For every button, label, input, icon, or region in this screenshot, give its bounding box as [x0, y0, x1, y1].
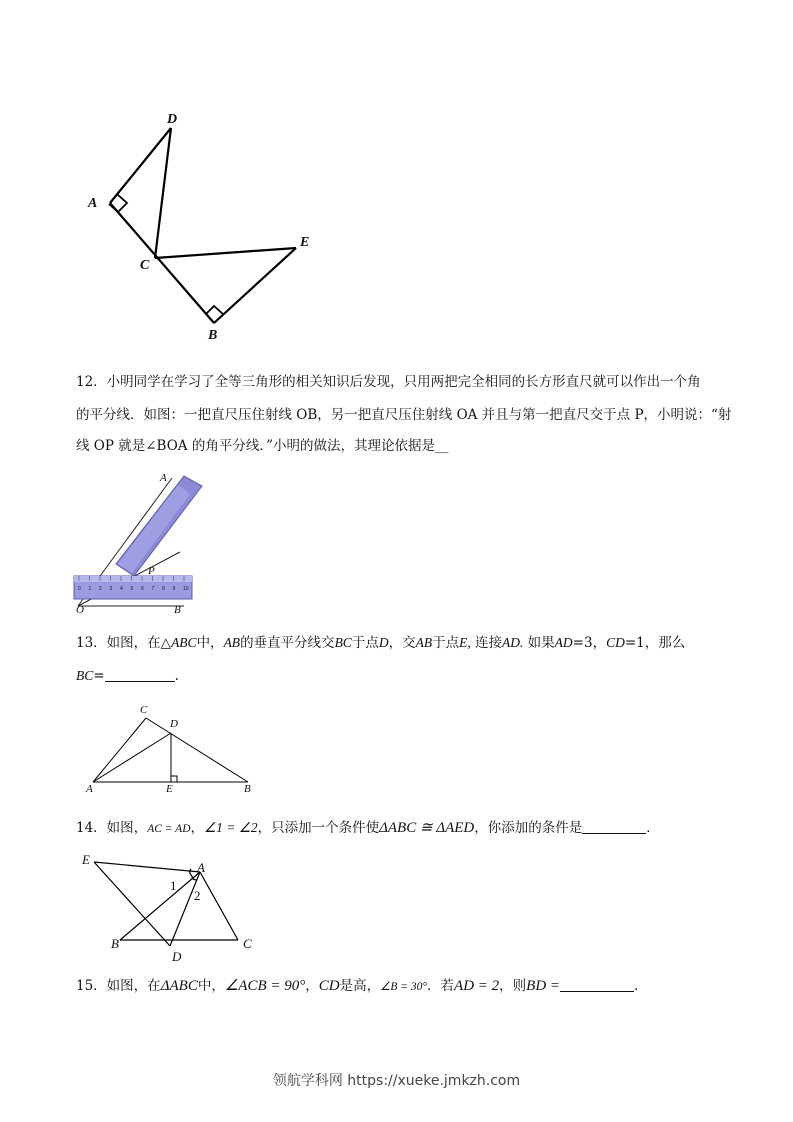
ruler-tick-label: 9: [172, 586, 176, 592]
label-E: E: [300, 235, 310, 250]
ruler-tick-label: 2: [99, 586, 102, 592]
slanted-ruler: [116, 476, 202, 576]
q13-d: D: [378, 635, 389, 650]
label-E-q13: E: [166, 783, 173, 795]
q13-bc: BC: [334, 635, 352, 650]
label-E-q14: E: [82, 852, 90, 867]
answer-blank-13[interactable]: [105, 667, 175, 682]
ruler-tick-label: 4: [120, 586, 123, 592]
q13-t2: 的垂直平分线交: [240, 635, 335, 651]
q13-ab2: AB: [415, 635, 433, 650]
page-footer: 领航学科网 https://xueke.jmkzh.com: [272, 1073, 521, 1089]
segment-EB: [214, 248, 296, 323]
q15-angle-acb: ∠ACB = 90°: [224, 978, 306, 994]
label-angle-1: 1: [170, 878, 177, 893]
q13-abc: ABC: [171, 635, 197, 650]
label-A-q12: A: [160, 472, 167, 484]
q12-line-3: 线 OP 就是∠BOA 的角平分线．”小明的做法，其理论依据是__: [76, 438, 449, 454]
label-angle-2: 2: [194, 888, 201, 903]
segment-AD: [110, 128, 171, 203]
label-C-q14: C: [243, 936, 252, 951]
answer-blank-14[interactable]: [582, 819, 646, 834]
q12-line-2: 的平分线．如图：一把直尺压住射线 OB，另一把直尺压住射线 OA 并且与第一把直尺交于点 P，小明说：“射: [76, 407, 732, 423]
ruler-tick-label: 5: [130, 586, 134, 592]
q13-t3: 于点: [351, 635, 379, 651]
q13-t9: =1，那么: [624, 635, 686, 651]
ruler-tick-label: 1: [88, 586, 92, 592]
label-P-q12: P: [148, 565, 155, 577]
label-B-q13: B: [244, 783, 251, 795]
q13-ad-eq: AD: [554, 635, 573, 650]
q15-angle-b: ∠B = 30°: [380, 981, 428, 993]
q15-t3: 是高，: [339, 978, 381, 994]
ruler-tick-label: 8: [162, 586, 165, 592]
q13-prefix: 13．如图，在△: [76, 635, 172, 651]
q15-prefix: 15．如图，在: [76, 978, 161, 994]
q15-end: ．: [634, 978, 648, 994]
ruler-tick-label: 0: [78, 586, 81, 592]
q13-end: .: [174, 668, 179, 684]
question-12: [76, 372, 732, 456]
segment-CE: [155, 248, 296, 258]
q13-bc2: BC: [76, 668, 94, 683]
q15-t2: ，: [305, 978, 319, 994]
q14-tail: ，你添加的条件是: [474, 820, 583, 836]
q13-e: E,: [459, 635, 471, 650]
figure-q11: [80, 108, 320, 348]
q15-ad: AD = 2: [454, 978, 500, 994]
q14-end: ．: [646, 820, 660, 836]
label-D-q14: D: [172, 949, 182, 964]
answer-blank-15[interactable]: [560, 977, 634, 992]
ruler-tick-label: 7: [151, 586, 155, 592]
label-B: B: [208, 328, 218, 343]
ruler-tick-label: 3: [109, 586, 113, 592]
q15-bd: BD =: [526, 978, 561, 994]
q13-t4: ，交: [388, 635, 416, 651]
q12-line-1: 12．小明同学在学习了全等三角形的相关知识后发现，只用两把完全相同的长方形直尺就可以作出一个角: [76, 374, 701, 390]
figure-q12: [66, 470, 206, 620]
question-13: [76, 633, 726, 686]
q14-prefix: 14．如图，: [76, 820, 148, 836]
q15-t5: ，则: [499, 978, 527, 994]
q13-t10: =: [93, 668, 105, 684]
q13-cd-eq: CD: [606, 635, 625, 650]
label-B-q14: B: [111, 936, 119, 951]
label-O-q12: O: [76, 604, 84, 616]
label-C-q13: C: [140, 704, 148, 716]
ruler-tick-label: 6: [141, 586, 144, 592]
q13-ad: AD.: [502, 635, 524, 650]
q14-sep: ，: [190, 820, 205, 836]
label-C: C: [140, 258, 150, 273]
segment-DC: [155, 128, 171, 258]
label-A: A: [88, 196, 98, 211]
question-14: [76, 818, 726, 839]
q13-t1: 中，: [196, 635, 224, 651]
q15-cd: CD: [318, 978, 340, 994]
label-B-q12: B: [174, 604, 181, 616]
q15-t4: ．若: [427, 978, 455, 994]
label-A-q14: A: [197, 860, 205, 875]
ruler-tick-label: 10: [183, 586, 189, 592]
right-angle-B: [206, 306, 223, 314]
q14-cond2: ∠1 = ∠2: [204, 820, 258, 835]
q14-mid: ，只添加一个条件使: [257, 820, 380, 836]
q13-t5: 于点: [432, 635, 460, 651]
q15-abc: ΔABC: [160, 978, 198, 994]
question-15: [76, 976, 726, 997]
q13-t6: 连接: [475, 635, 502, 651]
label-D-q13: D: [170, 718, 178, 730]
q14-cond1: AC = AD: [147, 823, 191, 835]
label-D: D: [167, 112, 178, 127]
q13-t7: 如果: [527, 635, 555, 651]
q15-t1: 中，: [197, 978, 225, 994]
q14-congruence: ΔABC ≅ ΔAED: [379, 820, 475, 836]
q13-t8: =3，: [572, 635, 607, 651]
segment-AB: [110, 203, 214, 323]
label-A-q13: A: [86, 783, 93, 795]
q13-ab: AB: [223, 635, 241, 650]
